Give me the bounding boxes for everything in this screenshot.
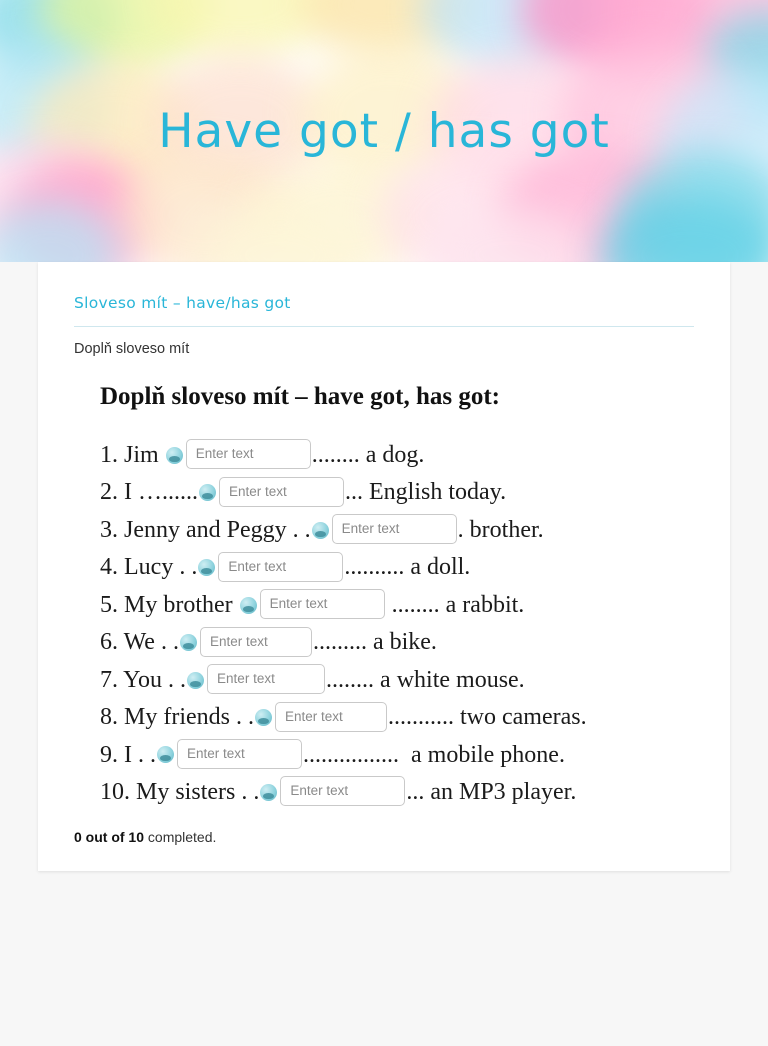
answer-input[interactable]: Enter text [332, 514, 457, 544]
question-number: 1. [100, 442, 118, 468]
question-text-after: ................ a mobile phone. [303, 741, 565, 768]
question-item [100, 587, 694, 624]
question-item [100, 737, 694, 774]
progress-status [74, 829, 694, 845]
page-title: Have got / has got [158, 104, 610, 159]
question-number: 8. [100, 704, 118, 731]
question-list [74, 437, 694, 811]
answer-input[interactable]: Enter text [218, 552, 343, 582]
answer-marker-icon [199, 484, 216, 501]
question-text-before: My friends . . [118, 704, 254, 731]
answer-input[interactable]: Enter text [260, 589, 385, 619]
question-text-before: You . . [118, 666, 187, 693]
answer-input[interactable]: Enter text [200, 627, 312, 657]
question-text-after: ......... a bike. [312, 629, 437, 656]
answer-marker-icon [166, 447, 183, 464]
question-text-after: ........ a rabbit. [385, 591, 525, 618]
answer-marker-icon [260, 784, 277, 801]
answer-marker-icon [240, 597, 257, 614]
question-text-after: ........ a dog. [311, 442, 425, 468]
question-text-before: My brother [118, 591, 239, 618]
answer-marker-icon [198, 559, 215, 576]
question-number: 3. [100, 516, 118, 543]
question-text-before: We . . [118, 629, 179, 656]
question-number: 6. [100, 629, 118, 656]
question-text-before: Jenny and Peggy . . [118, 516, 311, 543]
question-item [100, 624, 694, 661]
question-item [100, 549, 694, 586]
question-text-before: My sisters . . [130, 778, 260, 805]
question-number: 7. [100, 666, 118, 693]
question-text-after: . brother. [457, 516, 544, 543]
question-text-before: Lucy . . [118, 554, 198, 581]
question-number: 2. [100, 479, 118, 506]
question-text-before: I …...... [118, 479, 198, 506]
worksheet-card [38, 262, 730, 871]
question-text-after: ........ a white mouse. [326, 666, 525, 693]
exercise-heading: Doplň sloveso mít – have got, has got: [100, 383, 501, 410]
answer-input[interactable]: Enter text [207, 664, 325, 694]
answer-marker-icon [255, 709, 272, 726]
question-item [100, 774, 694, 811]
answer-marker-icon [180, 634, 197, 651]
answer-input[interactable]: Enter text [186, 439, 311, 469]
question-item [100, 512, 694, 549]
question-text-after: ... an MP3 player. [406, 778, 577, 805]
worksheet-instruction: Doplň sloveso mít [74, 341, 190, 357]
question-number: 5. [100, 591, 118, 618]
answer-input[interactable]: Enter text [177, 739, 302, 769]
question-text-before: Jim [118, 442, 165, 468]
answer-marker-icon [312, 522, 329, 539]
question-number: 9. [100, 741, 118, 768]
answer-marker-icon [157, 746, 174, 763]
progress-count: 0 out of 10 [74, 829, 145, 846]
answer-input[interactable]: Enter text [219, 477, 344, 507]
question-number: 4. [100, 554, 118, 581]
answer-marker-icon [187, 672, 204, 689]
progress-suffix: completed. [144, 829, 217, 846]
question-item [100, 437, 694, 474]
question-item [100, 662, 694, 699]
decorative-header [0, 0, 768, 262]
question-number: 10. [100, 778, 130, 805]
question-text-after: ........... two cameras. [387, 704, 587, 731]
answer-input[interactable]: Enter text [275, 702, 387, 732]
answer-input[interactable]: Enter text [280, 776, 405, 806]
worksheet-title-link[interactable]: Sloveso mít – have/has got [74, 294, 694, 327]
question-item [100, 474, 694, 511]
question-text-after: ... English today. [345, 479, 507, 506]
question-text-after: .......... a doll. [344, 554, 471, 581]
question-item [100, 699, 694, 736]
question-text-before: I . . [118, 741, 156, 768]
